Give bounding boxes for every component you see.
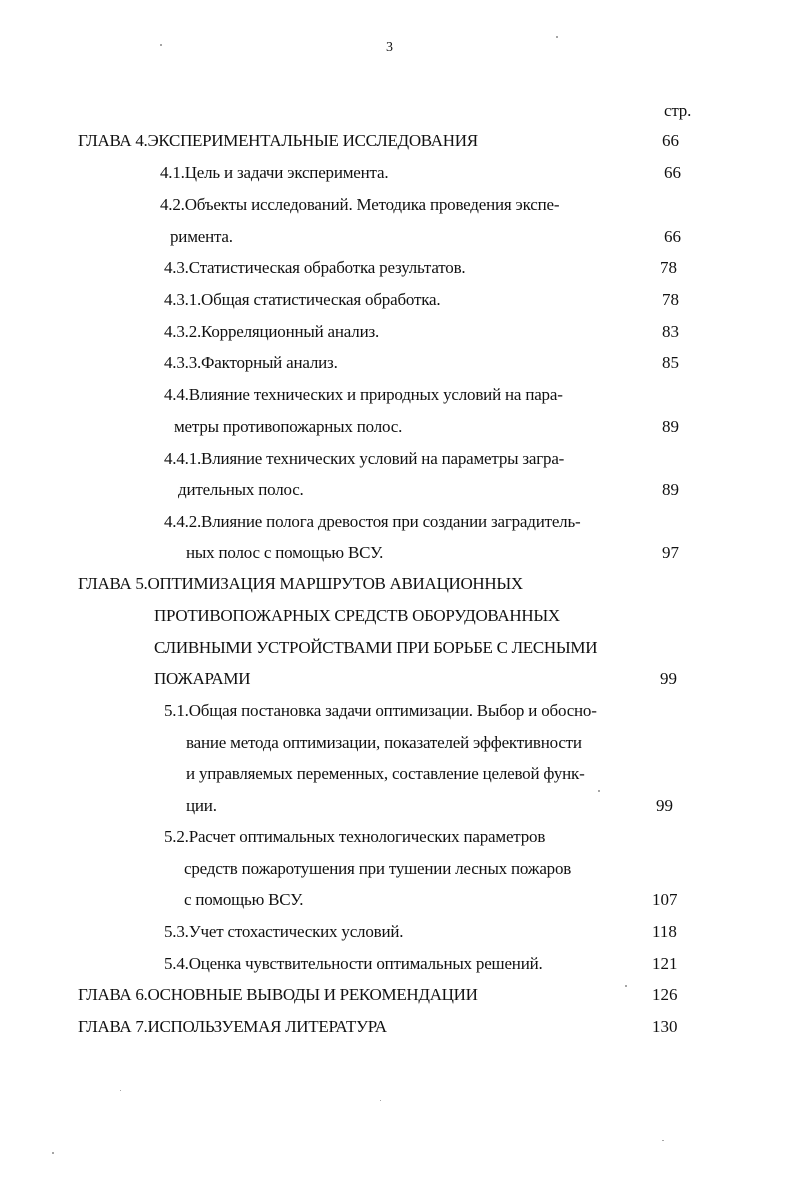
page-number: 3 bbox=[386, 40, 393, 55]
toc-entry-title: 5.3.Учет стохастических условий. bbox=[164, 922, 404, 941]
toc-entry-title: 4.4.2.Влияние полога древостоя при создании заградитель- bbox=[164, 512, 581, 531]
page-column-label: стр. bbox=[664, 101, 692, 120]
toc-entry-title: 4.4.1.Влияние технических условий на параметры загра- bbox=[164, 449, 565, 468]
toc-entry-page: 99 bbox=[656, 796, 673, 815]
toc-chapter-5-title-continued: ПОЖАРАМИ bbox=[154, 669, 251, 688]
toc-chapter-7-title: ГЛАВА 7.ИСПОЛЬЗУЕМАЯ ЛИТЕРАТУРА bbox=[78, 1017, 387, 1036]
toc-chapter-4-page: 66 bbox=[662, 131, 679, 150]
toc-chapter-6-page: 126 bbox=[652, 985, 678, 1004]
toc-entry-page: 97 bbox=[662, 543, 679, 562]
scan-speck bbox=[120, 1090, 121, 1091]
scan-speck bbox=[598, 790, 600, 792]
toc-entry-title-continued: ных полос с помощью ВСУ. bbox=[186, 543, 384, 562]
toc-entry-title-continued: и управляемых переменных, составление целевой функ- bbox=[186, 764, 585, 783]
toc-entry-page: 118 bbox=[652, 922, 677, 941]
toc-entry-page: 89 bbox=[662, 417, 679, 436]
scan-speck bbox=[52, 1152, 54, 1154]
scan-speck bbox=[380, 1100, 381, 1101]
toc-entry-title-continued: метры противопожарных полос. bbox=[174, 417, 403, 436]
toc-entry-page: 66 bbox=[664, 227, 681, 246]
toc-entry-title: 4.2.Объекты исследований. Методика проведения экспе- bbox=[160, 195, 560, 214]
toc-entry-title: 5.1.Общая постановка задачи оптимизации. Выбор и обосно- bbox=[164, 701, 597, 720]
toc-entry-page: 83 bbox=[662, 322, 679, 341]
toc-entry-title-continued: римента. bbox=[170, 227, 233, 246]
toc-chapter-5-title-continued: ПРОТИВОПОЖАРНЫХ СРЕДСТВ ОБОРУДОВАННЫХ bbox=[154, 606, 560, 625]
toc-entry-title: 4.1.Цель и задачи эксперимента. bbox=[160, 163, 389, 182]
toc-chapter-5-title-continued: СЛИВНЫМИ УСТРОЙСТВАМИ ПРИ БОРЬБЕ С ЛЕСНЫМИ bbox=[154, 638, 598, 657]
toc-chapter-6-title: ГЛАВА 6.ОСНОВНЫЕ ВЫВОДЫ И РЕКОМЕНДАЦИИ bbox=[78, 985, 478, 1004]
toc-chapter-5-title: ГЛАВА 5.ОПТИМИЗАЦИЯ МАРШРУТОВ АВИАЦИОННЫХ bbox=[78, 574, 523, 593]
toc-entry-title-continued: ции. bbox=[186, 796, 217, 815]
scan-speck bbox=[556, 36, 558, 38]
toc-entry-title: 4.3.3.Факторный анализ. bbox=[164, 353, 338, 372]
toc-entry-title: 4.4.Влияние технических и природных условий на пара- bbox=[164, 385, 563, 404]
toc-entry-title: 4.3.2.Корреляционный анализ. bbox=[164, 322, 380, 341]
toc-entry-page: 78 bbox=[660, 258, 677, 277]
toc-entry-title: 4.3.Статистическая обработка результатов. bbox=[164, 258, 466, 277]
toc-entry-page: 121 bbox=[652, 954, 678, 973]
toc-entry-title-continued: вание метода оптимизации, показателей эффективности bbox=[186, 733, 582, 752]
toc-entry-title: 4.3.1.Общая статистическая обработка. bbox=[164, 290, 441, 309]
toc-entry-title: 5.2.Расчет оптимальных технологических параметров bbox=[164, 827, 546, 846]
toc-chapter-4-title: ГЛАВА 4.ЭКСПЕРИМЕНТАЛЬНЫЕ ИССЛЕДОВАНИЯ bbox=[78, 131, 478, 150]
toc-entry-title-continued: средств пожаротушения при тушении лесных пожаров bbox=[184, 859, 572, 878]
toc-entry-title-continued: дительных полос. bbox=[178, 480, 304, 499]
scan-speck bbox=[625, 985, 627, 987]
toc-entry-page: 66 bbox=[664, 163, 681, 182]
toc-entry-title-continued: с помощью ВСУ. bbox=[184, 890, 304, 909]
scan-speck bbox=[662, 1140, 664, 1141]
toc-entry-title: 5.4.Оценка чувствительности оптимальных решений. bbox=[164, 954, 543, 973]
toc-entry-page: 78 bbox=[662, 290, 679, 309]
toc-entry-page: 89 bbox=[662, 480, 679, 499]
toc-chapter-5-page: 99 bbox=[660, 669, 677, 688]
toc-entry-page: 107 bbox=[652, 890, 678, 909]
scan-speck bbox=[160, 44, 162, 46]
toc-chapter-7-page: 130 bbox=[652, 1017, 678, 1036]
toc-entry-page: 85 bbox=[662, 353, 679, 372]
